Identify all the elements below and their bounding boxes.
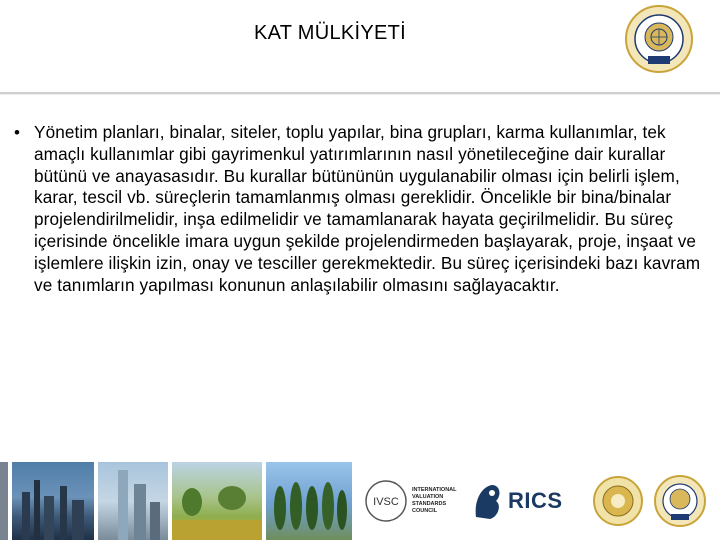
rics-lion-icon	[470, 479, 504, 523]
ivsc-emblem-icon	[364, 479, 408, 523]
ankara-university-footer-logo	[650, 462, 710, 540]
bullet-marker: •	[14, 123, 20, 142]
ivsc-logo	[364, 462, 464, 540]
trees-photo	[266, 462, 352, 540]
bullet-item	[14, 122, 704, 296]
footer-strip	[0, 462, 720, 540]
body-paragraph: Yönetim planları, binalar, siteler, toplu yapılar, bina grupları, karma kullanımlar, tek amaçlı kullanımlar gibi gayrimenkul yatırımlarının nasıl yönetileceğine dair kurallar bütünü ve anayasasıdır. Bu kurallar bütününün uygulanabilir olması için belirli işlem, karar, tescil vb. süreçlerin tamamlanmış olması gereklidir. Öncelikle bir bina/binalar projelendirilmelidir, inşa edilmelidir ve tamamlanarak hayata geçirilmelidir. Bu süreç içerisinde öncelikle imara uygun şekilde projelendirmeden başlayarak, proje, inşaat ve işlemlere ilişkin izin, onay ve tesciller gerekmektedir. Bu süreç içerisindeki bazı kavram ve tanımların yapılması konunun anlaşılabilir olmasını sağlayacaktır.	[34, 122, 701, 295]
page-title: KAT MÜLKİYETİ	[253, 22, 407, 44]
ankara-university-logo	[624, 4, 694, 74]
city-skyline-photo	[12, 462, 94, 540]
rics-wordmark: RICS	[508, 488, 563, 513]
tower-photo	[98, 462, 168, 540]
rics-logo	[470, 462, 582, 540]
svg-text:IVSC: IVSC	[373, 496, 399, 508]
field-photo	[172, 462, 262, 540]
header-divider-shadow	[0, 94, 720, 95]
content-area	[14, 122, 704, 296]
footer-edge-bar	[0, 462, 8, 540]
ivsc-caption: INTERNATIONAL VALUATION STANDARDS COUNCIL	[412, 487, 457, 514]
gold-seal-logo	[590, 462, 646, 540]
